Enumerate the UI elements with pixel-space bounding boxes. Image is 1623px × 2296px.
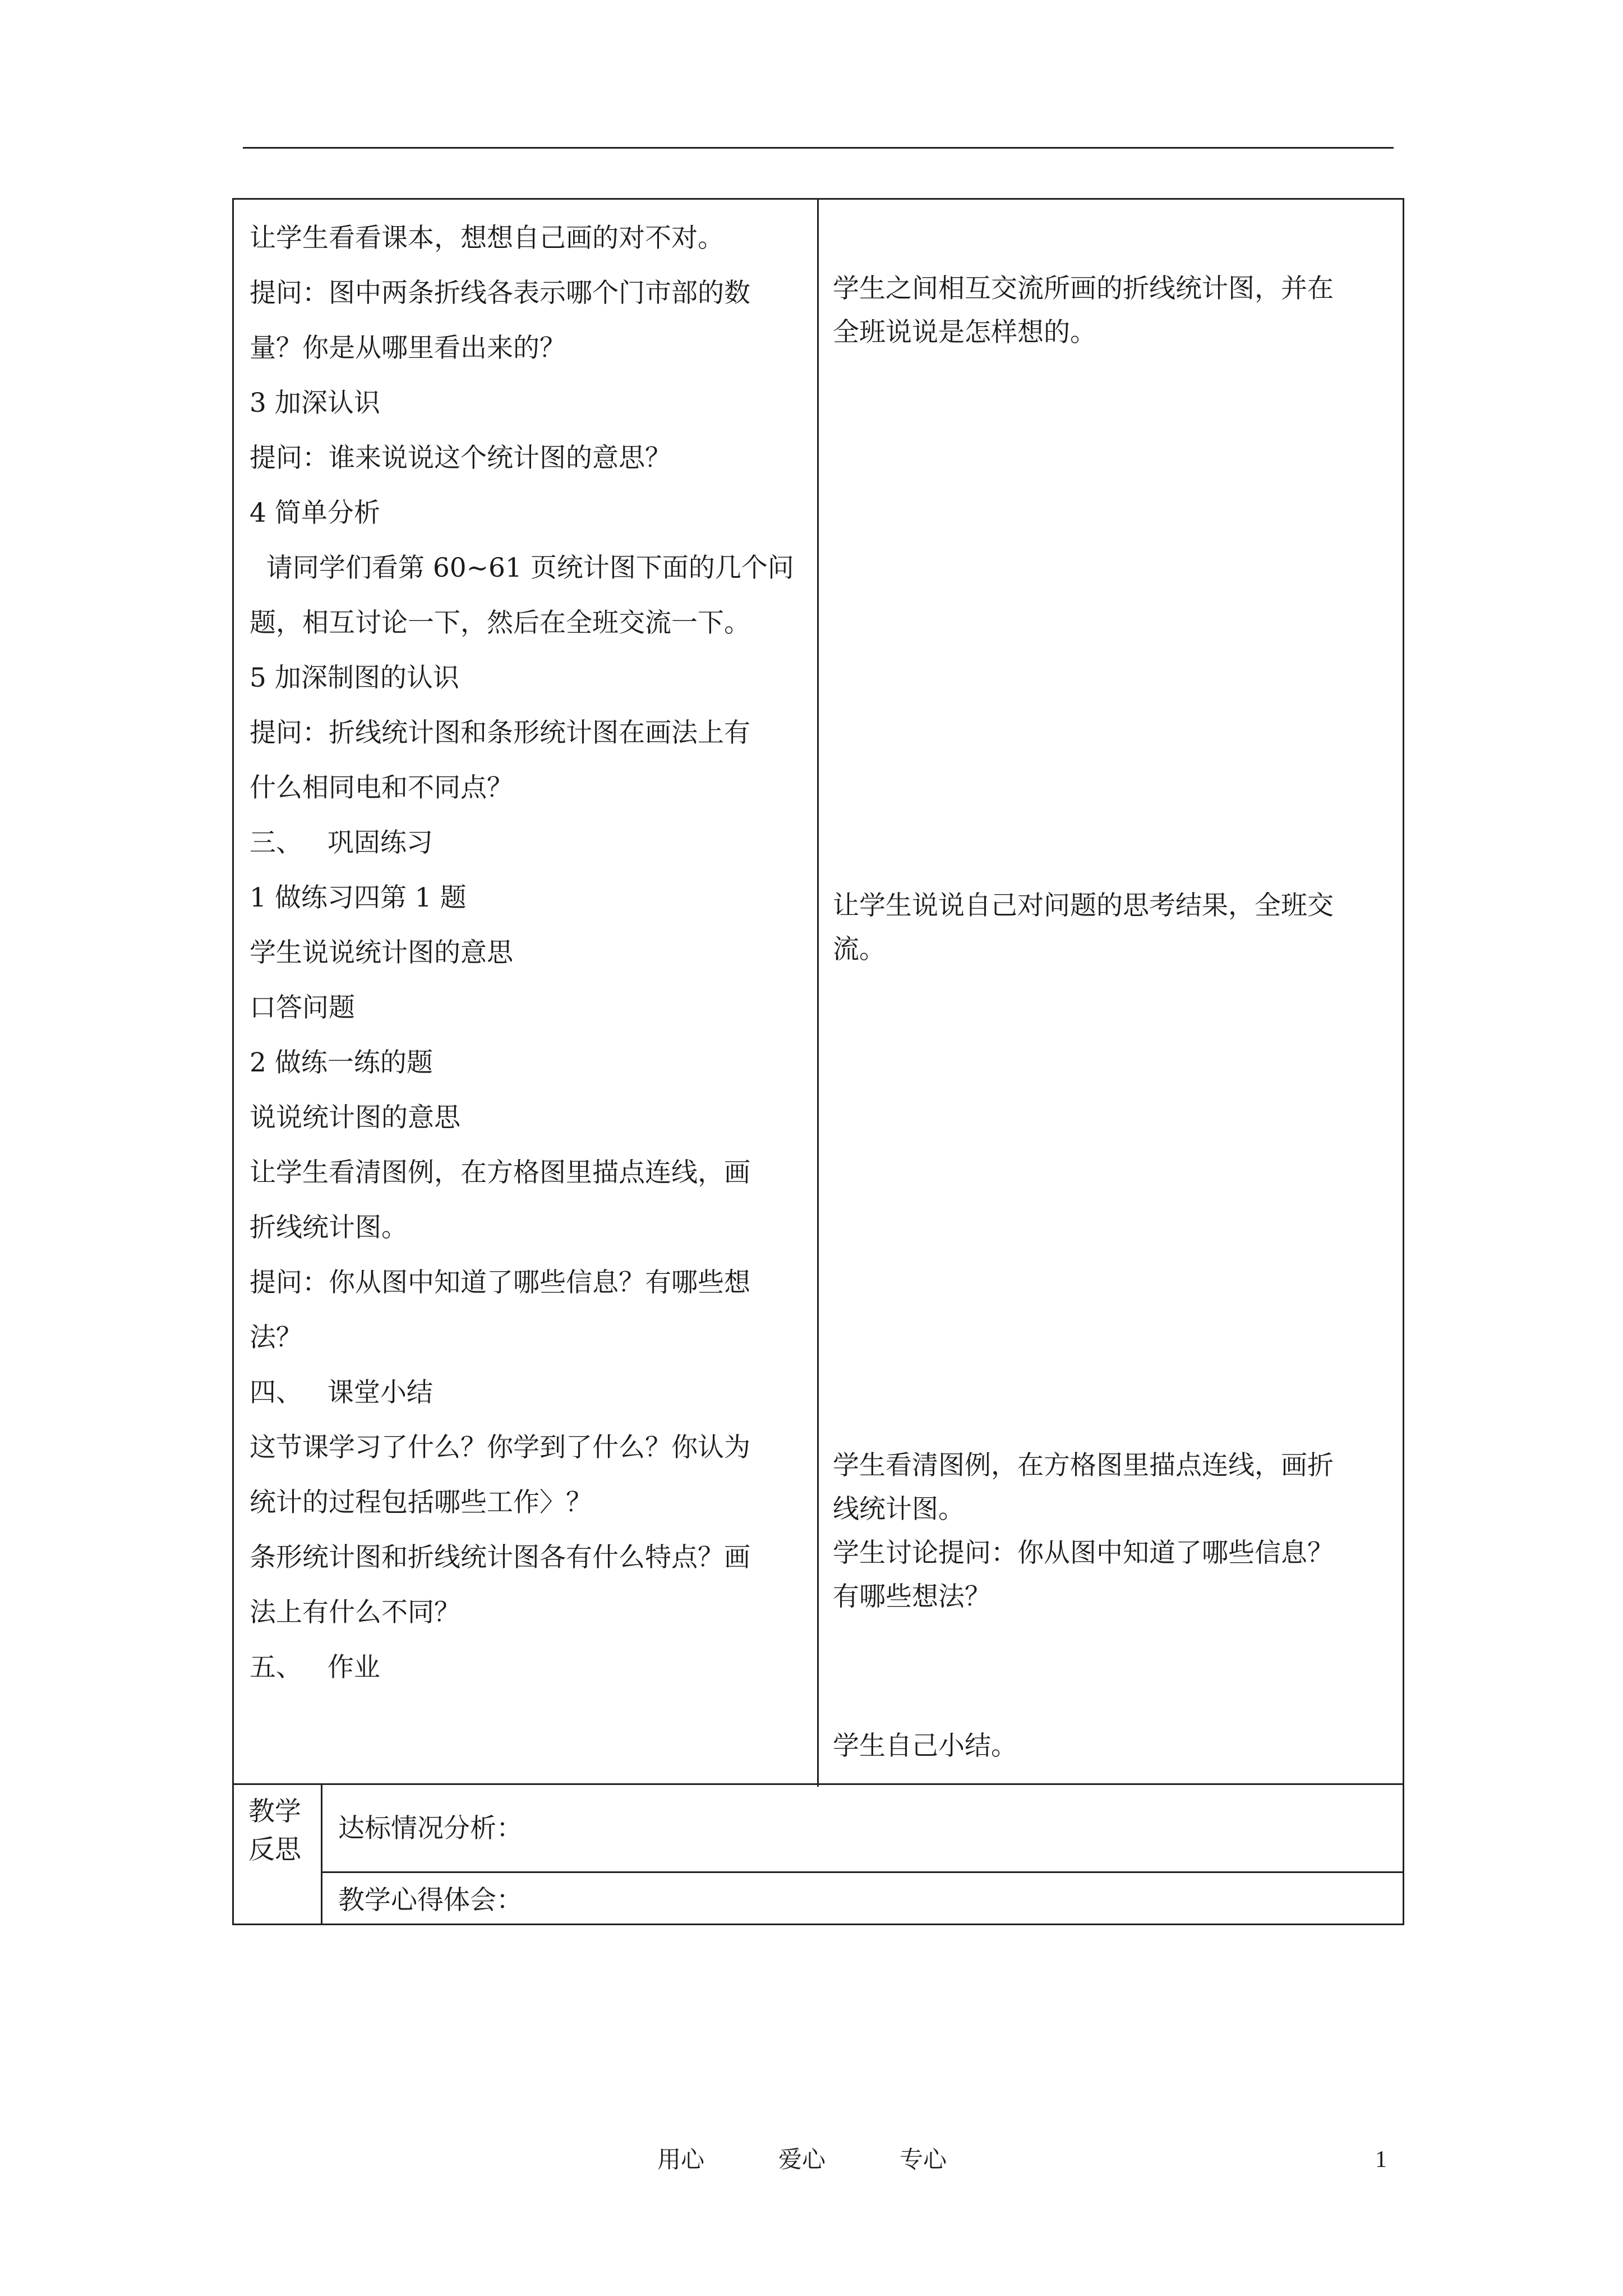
column-divider xyxy=(817,200,819,1787)
section-heading: 三、 巩固练习 xyxy=(250,827,433,858)
right-line: 学生看清图例，在方格图里描点连线，画折 xyxy=(833,1450,1334,1481)
section-heading: 1 做练习四第 1 题 xyxy=(250,882,467,913)
right-line: 学生讨论提问：你从图中知道了哪些信息？ xyxy=(833,1538,1334,1568)
left-line: 折线统计图。 xyxy=(250,1212,408,1243)
left-line: 这节课学习了什么？你学到了什么？你认为 xyxy=(250,1432,750,1463)
reflection-label-line: 教学 xyxy=(248,1796,301,1827)
section-heading: 5 加深制图的认识 xyxy=(250,662,459,693)
left-line: 请同学们看第 60~61 页统计图下面的几个问 xyxy=(250,553,794,583)
left-line: 统计的过程包括哪些工作〉？ xyxy=(250,1487,592,1518)
reflection-row-divider xyxy=(321,1871,1404,1873)
left-line: 提问：你从图中知道了哪些信息？有哪些想 xyxy=(250,1267,750,1298)
slogan-word: 用心 xyxy=(657,2146,705,2173)
footer-slogan xyxy=(657,2143,947,2177)
left-line: 让学生看看课本，想想自己画的对不对。 xyxy=(250,223,724,254)
left-line: 提问：折线统计图和条形统计图在画法上有 xyxy=(250,717,750,748)
section-heading: 3 加深认识 xyxy=(250,388,380,418)
reflection-label xyxy=(248,1793,301,1869)
section-heading: 四、 课堂小结 xyxy=(250,1377,433,1408)
student-activity-block-2 xyxy=(833,884,1394,972)
teaching-insight-label: 教学心得体会： xyxy=(338,1885,523,1916)
left-line: 法？ xyxy=(250,1322,302,1353)
right-line: 有哪些想法？ xyxy=(833,1581,991,1612)
student-activity-block-4 xyxy=(833,1724,1394,1768)
right-line: 学生自己小结。 xyxy=(833,1731,1017,1761)
left-line: 说说统计图的意思 xyxy=(250,1102,460,1133)
right-line: 流。 xyxy=(833,934,886,965)
reflection-label-line: 反思 xyxy=(248,1834,301,1865)
page-number: 1 xyxy=(1375,2147,1387,2173)
right-line: 线统计图。 xyxy=(833,1494,965,1525)
left-line: 提问：图中两条折线各表示哪个门市部的数 xyxy=(250,278,750,309)
left-line: 提问：谁来说说这个统计图的意思？ xyxy=(250,443,671,473)
section-heading: 2 做练一练的题 xyxy=(250,1047,433,1078)
right-line: 学生之间相互交流所画的折线统计图，并在 xyxy=(833,273,1334,304)
student-activity-block-1 xyxy=(833,267,1394,355)
slogan-word: 专心 xyxy=(900,2146,947,2173)
goal-analysis-label: 达标情况分析： xyxy=(338,1813,523,1844)
lesson-table xyxy=(232,198,1404,1785)
reflection-label-divider xyxy=(321,1785,322,1924)
left-line: 法上有什么不同？ xyxy=(250,1597,460,1628)
teacher-activity-column xyxy=(250,211,810,1695)
left-line: 什么相同电和不同点？ xyxy=(250,772,513,803)
left-line: 题，相互讨论一下，然后在全班交流一下。 xyxy=(250,608,750,638)
section-heading: 4 简单分析 xyxy=(250,498,380,528)
reflection-table xyxy=(232,1785,1404,1925)
header-rule xyxy=(243,147,1394,149)
left-line: 口答问题 xyxy=(250,992,355,1023)
right-line: 全班说说是怎样想的。 xyxy=(833,317,1096,348)
left-line: 让学生看清图例，在方格图里描点连线，画 xyxy=(250,1157,750,1188)
left-line: 条形统计图和折线统计图各有什么特点？画 xyxy=(250,1542,750,1573)
slogan-word: 爱心 xyxy=(778,2146,826,2173)
student-activity-block-3 xyxy=(833,1444,1394,1619)
right-line: 让学生说说自己对问题的思考结果，全班交 xyxy=(833,890,1334,921)
section-heading: 五、 作业 xyxy=(250,1652,380,1683)
left-line: 学生说说统计图的意思 xyxy=(250,937,513,968)
left-line: 量？你是从哪里看出来的？ xyxy=(250,333,566,364)
